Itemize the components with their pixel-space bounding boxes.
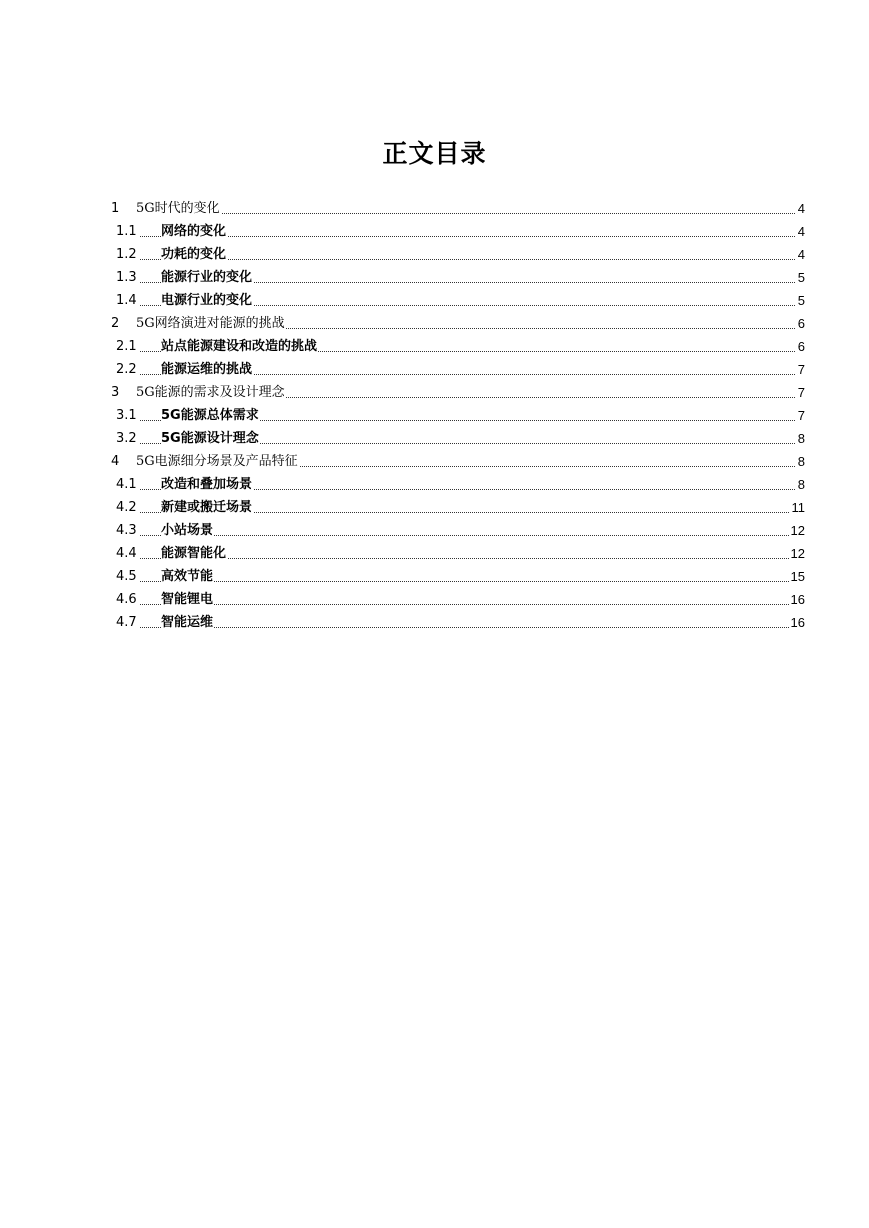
toc-entry-number: 3.1: [116, 408, 137, 423]
toc-section-entry[interactable]: [0, 286, 869, 309]
toc-section-entry[interactable]: [0, 470, 869, 493]
toc-section-entry[interactable]: [0, 585, 869, 608]
toc-entry-number: 1.3: [116, 270, 137, 285]
toc-entry-number: 2: [111, 316, 120, 331]
toc-entry-page-number: 7: [797, 408, 805, 423]
toc-entry-label: 5G能源设计理念: [161, 431, 259, 446]
toc-entry-page-number: 8: [797, 431, 805, 446]
toc-entry-label: 能源智能化: [161, 546, 227, 561]
toc-entry-number: 2.1: [116, 339, 137, 354]
toc-entry-page-number: 8: [797, 477, 805, 492]
toc-entry-number: 1.4: [116, 293, 137, 308]
toc-entry-page-number: 4: [797, 247, 805, 262]
toc-entry-label: 5G时代的变化: [136, 201, 220, 216]
toc-section-entry[interactable]: [0, 401, 869, 424]
dot-leader: [140, 259, 805, 260]
toc-entry-page-number: 16: [790, 615, 805, 630]
toc-entry-number: 1.2: [116, 247, 137, 262]
toc-entry-page-number: 11: [791, 500, 805, 515]
toc-entry-number: 1: [111, 201, 120, 216]
toc-section-entry[interactable]: [0, 562, 869, 585]
toc-entry-label: 智能锂电: [161, 592, 214, 607]
toc-entry-number: 4: [111, 454, 120, 469]
toc-entry-label: 电源行业的变化: [161, 293, 253, 308]
toc-entry-label: 改造和叠加场景: [161, 477, 253, 492]
toc-entry-label: 智能运维: [161, 615, 214, 630]
toc-entry-number: 3: [111, 385, 120, 400]
toc-entry-number: 1.1: [116, 224, 137, 239]
toc-entry-label: 能源行业的变化: [161, 270, 253, 285]
dot-leader: [140, 581, 805, 582]
toc-section-entry[interactable]: [0, 608, 869, 631]
toc-entry-number: 4.7: [116, 615, 137, 630]
toc-section-entry[interactable]: [0, 263, 869, 286]
toc-entry-page-number: 7: [797, 362, 805, 377]
toc-title: 正文目录: [382, 139, 487, 168]
toc-entry-label: 新建或搬迁场景: [161, 500, 253, 515]
toc-entry-label: 5G网络演进对能源的挑战: [136, 316, 285, 331]
dot-leader: [140, 558, 805, 559]
toc-entry-page-number: 6: [797, 339, 805, 354]
dot-leader: [140, 236, 805, 237]
dot-leader: [140, 604, 805, 605]
toc-entry-number: 2.2: [116, 362, 137, 377]
toc-entry-label: 高效节能: [161, 569, 214, 584]
toc-chapter-entry[interactable]: [0, 378, 869, 401]
toc-entry-page-number: 8: [797, 454, 805, 469]
toc-entry-page-number: 7: [797, 385, 805, 400]
toc-section-entry[interactable]: [0, 332, 869, 355]
toc-entry-label: 能源运维的挑战: [161, 362, 253, 377]
toc-entry-page-number: 16: [790, 592, 805, 607]
toc-entry-page-number: 12: [790, 523, 805, 538]
toc-entry-page-number: 4: [797, 201, 805, 216]
toc-entry-page-number: 5: [797, 270, 805, 285]
toc-entry-label: 功耗的变化: [161, 247, 227, 262]
toc-entry-number: 3.2: [116, 431, 137, 446]
toc-section-entry[interactable]: [0, 424, 869, 447]
dot-leader: [140, 213, 805, 214]
toc-entry-page-number: 6: [797, 316, 805, 331]
toc-entry-page-number: 5: [797, 293, 805, 308]
dot-leader: [140, 627, 805, 628]
toc-entry-label: 网络的变化: [161, 224, 227, 239]
toc-entry-number: 4.1: [116, 477, 137, 492]
toc-entry-label: 站点能源建设和改造的挑战: [161, 339, 318, 354]
toc-chapter-entry[interactable]: [0, 194, 869, 217]
toc-entry-page-number: 12: [790, 546, 805, 561]
toc-entry-number: 4.2: [116, 500, 137, 515]
toc-section-entry[interactable]: [0, 539, 869, 562]
toc-entry-number: 4.4: [116, 546, 137, 561]
dot-leader: [140, 535, 805, 536]
toc-entry-label: 5G电源细分场景及产品特征: [136, 454, 298, 469]
toc-section-entry[interactable]: [0, 217, 869, 240]
toc-entry-page-number: 15: [790, 569, 805, 584]
toc-entry-number: 4.5: [116, 569, 137, 584]
toc-section-entry[interactable]: [0, 493, 869, 516]
toc-entry-number: 4.3: [116, 523, 137, 538]
toc-entry-number: 4.6: [116, 592, 137, 607]
toc-chapter-entry[interactable]: [0, 447, 869, 470]
toc-section-entry[interactable]: [0, 240, 869, 263]
table-of-contents: [0, 194, 869, 631]
toc-section-entry[interactable]: [0, 516, 869, 539]
toc-entry-page-number: 4: [797, 224, 805, 239]
toc-entry-label: 5G能源总体需求: [161, 408, 259, 423]
toc-chapter-entry[interactable]: [0, 309, 869, 332]
toc-section-entry[interactable]: [0, 355, 869, 378]
toc-entry-label: 5G能源的需求及设计理念: [136, 385, 285, 400]
toc-entry-label: 小站场景: [161, 523, 214, 538]
